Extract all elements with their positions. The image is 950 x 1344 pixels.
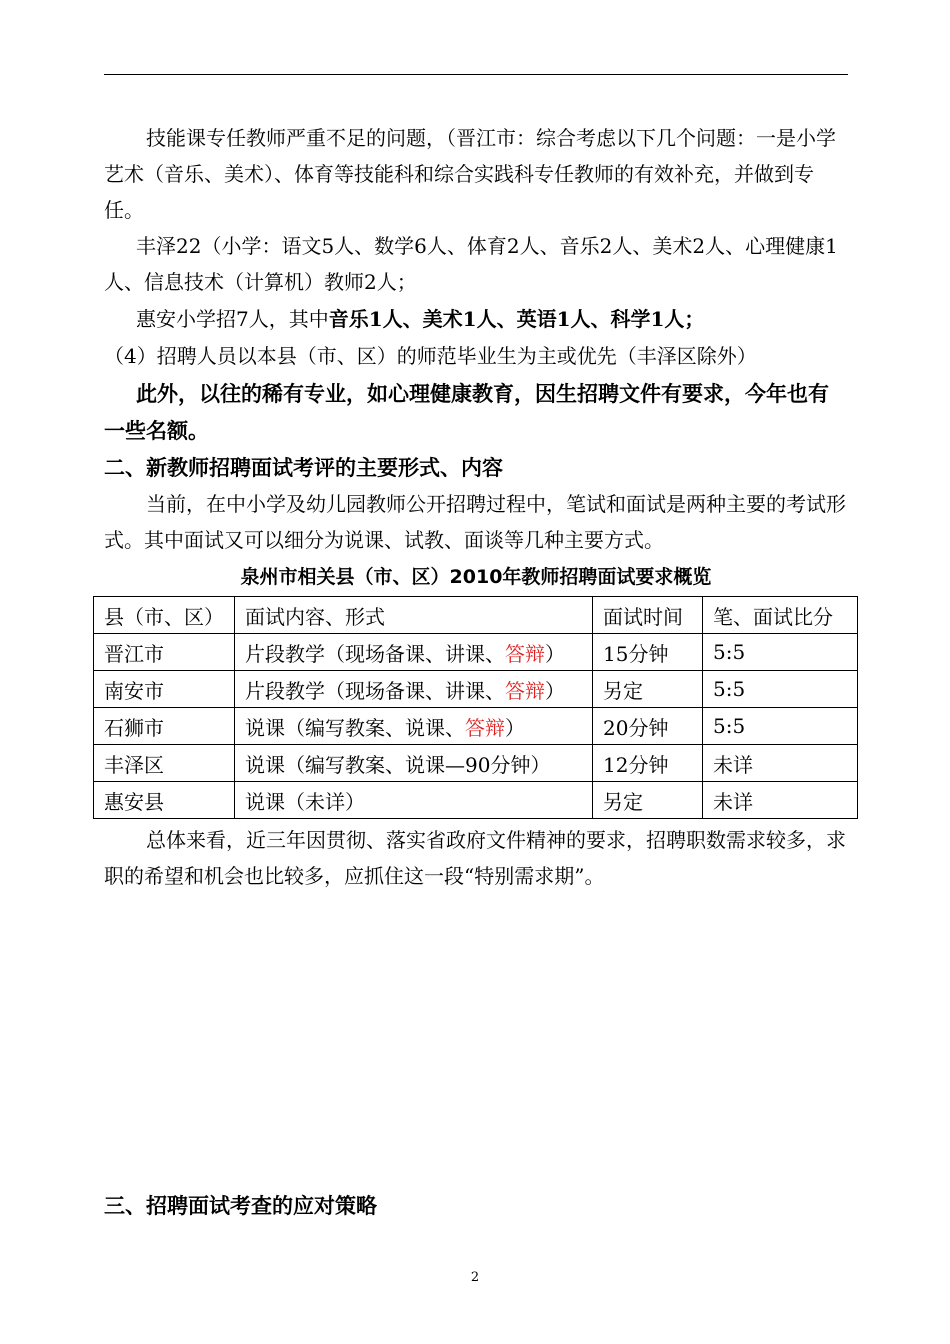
header-county: 县（市、区） (94, 597, 235, 634)
cell-content: 说课（编写教案、说课—90分钟） (235, 745, 593, 782)
paragraph-summary: 总体来看，近三年因贯彻、落实省政府文件精神的要求，招聘职数需求较多，求职的希望和机会也比较多，应抓住这一段“特别需求期”。 (104, 828, 846, 888)
cell-time: 15分钟 (593, 634, 703, 671)
paragraph-skill-teachers: 技能课专任教师严重不足的问题，（晋江市：综合考虑以下几个问题：一是小学艺术（音乐、美术）、体育等技能科和综合实践科专任教师的有效补充，并做到专任。 (104, 126, 836, 222)
table-row (94, 782, 858, 819)
red-highlight: 答辩 (505, 678, 545, 703)
table-caption: 泉州市相关县（市、区）2010年教师招聘面试要求概览 (240, 566, 712, 588)
cell-county: 丰泽区 (94, 745, 235, 782)
cell-ratio: 5:5 (703, 671, 858, 708)
cell-time: 另定 (593, 782, 703, 819)
red-highlight: 答辩 (465, 715, 505, 740)
paragraph-rare-majors: 此外，以往的稀有专业，如心理健康教育，因生招聘文件有要求，今年也有一些名额。 (104, 382, 829, 443)
cell-county: 惠安县 (94, 782, 235, 819)
cell-ratio: 未详 (703, 745, 858, 782)
paragraph-exam-forms: 当前，在中小学及幼儿园教师公开招聘过程中，笔试和面试是两种主要的考试形式。其中面试又可以细分为说课、试教、面谈等几种主要方式。 (104, 492, 846, 552)
cell-county: 晋江市 (94, 634, 235, 671)
cell-content: 说课（未详） (235, 782, 593, 819)
header-ratio: 笔、面试比分 (703, 597, 858, 634)
header-time: 面试时间 (593, 597, 703, 634)
cell-ratio: 未详 (703, 782, 858, 819)
table-header-row (94, 597, 858, 634)
header-rule (104, 74, 848, 75)
cell-ratio: 5:5 (703, 634, 858, 671)
cell-county: 南安市 (94, 671, 235, 708)
header-content: 面试内容、形式 (235, 597, 593, 634)
cell-time: 20分钟 (593, 708, 703, 745)
table-row (94, 708, 858, 745)
huian-plain-text: 惠安小学招7人，其中 (136, 307, 329, 331)
table-row (94, 745, 858, 782)
red-highlight: 答辩 (505, 641, 545, 666)
table-row (94, 671, 858, 708)
table-row (94, 634, 858, 671)
huian-bold-text: 音乐1人、美术1人、英语1人、科学1人； (328, 307, 705, 331)
cell-ratio: 5:5 (703, 708, 858, 745)
interview-requirements-table (93, 596, 858, 819)
cell-content: 片段教学（现场备课、讲课、答辩） (235, 671, 593, 708)
cell-time: 另定 (593, 671, 703, 708)
section-heading-2: 二、新教师招聘面试考评的主要形式、内容 (104, 456, 503, 480)
page-number: 2 (470, 1270, 480, 1285)
cell-county: 石狮市 (94, 708, 235, 745)
cell-content: 说课（编写教案、说课、答辩） (235, 708, 593, 745)
paragraph-fengze-quota: 丰泽22（小学：语文5人、数学6人、体育2人、音乐2人、美术2人、心理健康1人、信息技术（计算机）教师2人； (104, 234, 838, 294)
section-heading-3: 三、招聘面试考查的应对策略 (104, 1194, 377, 1218)
paragraph-recruit-priority: （4）招聘人员以本县（市、区）的师范毕业生为主或优先（丰泽区除外） (104, 344, 757, 368)
cell-time: 12分钟 (593, 745, 703, 782)
paragraph-huian-quota (104, 301, 848, 337)
cell-content: 片段教学（现场备课、讲课、答辩） (235, 634, 593, 671)
